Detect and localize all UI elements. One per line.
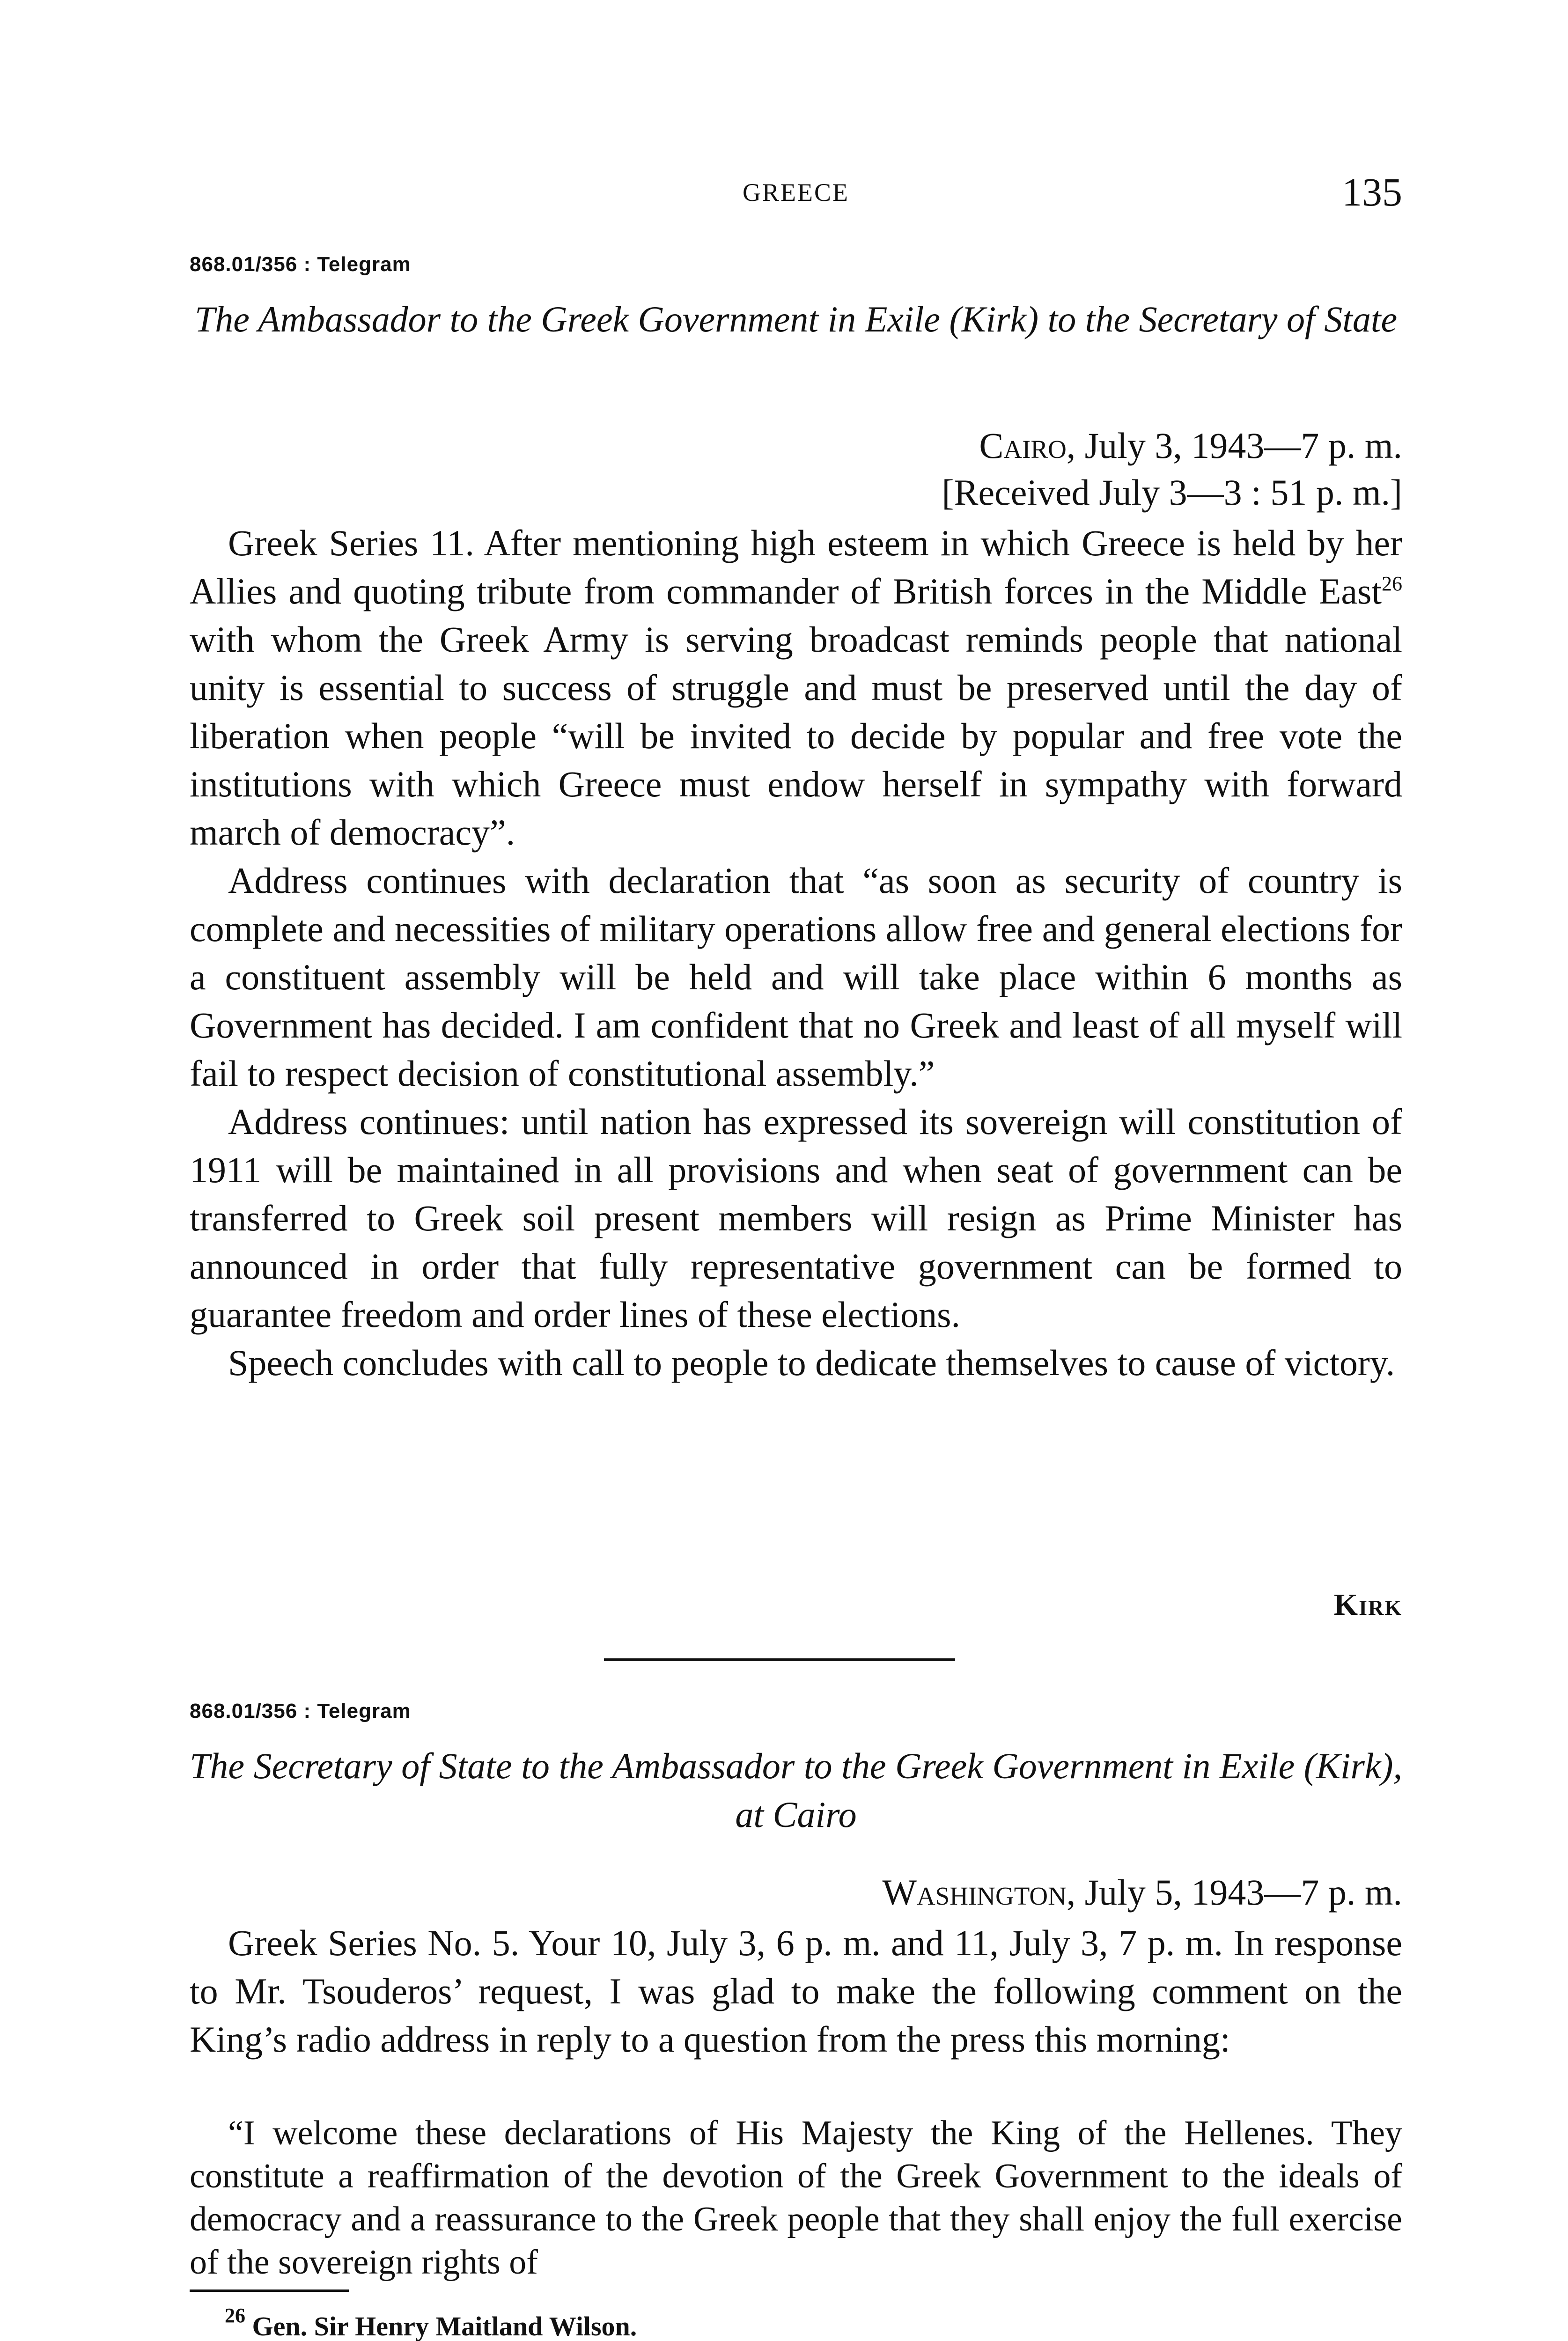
doc1-paragraph-1-post: with whom the Greek Army is serving broadcast reminds people that national unity is essential to success of struggle and must be preserved until the day of liberation when people “will be invited to decide by popular and free vote the institutions with which Greece must endow herself in sympathy with forward march of democracy”. bbox=[190, 619, 1402, 853]
page-number: 135 bbox=[1342, 169, 1402, 214]
doc2-dateline bbox=[882, 1868, 1402, 1917]
footnote-text: Gen. Sir Henry Maitland Wilson. bbox=[245, 2311, 637, 2341]
footnote-reference: 26 bbox=[1382, 572, 1402, 595]
doc2-quote-paragraph bbox=[190, 2112, 1402, 2284]
doc1-title: The Ambassador to the Greek Government in Exile (Kirk) to the Secretary of State bbox=[194, 299, 1398, 339]
doc1-paragraph-1-pre: Greek Series 11. After mentioning high esteem in which Greece is held by her Allies and quoting tribute from commander of British forces in the Middle East bbox=[190, 523, 1402, 611]
footnote-mark: 26 bbox=[225, 2304, 245, 2327]
doc1-paragraph-3-text: Address continues: until nation has expressed its sovereign will constitution of 1911 will be maintained in all provisions and when seat of government can be transferred to Greek soil present members will resign as Prime Minister has announced in order that fully representative government can be formed to guarantee freedom and order lines of these elections. bbox=[190, 1101, 1402, 1335]
doc1-signature: Kirk bbox=[1333, 1588, 1402, 1622]
doc2-paragraph-1-text: Greek Series No. 5. Your 10, July 3, 6 p. m. and 11, July 3, 7 p. m. In response to Mr. Tsouderos’ request, I was glad to make the following comment on the King’s radio address in reply to a question from the press this morning: bbox=[190, 1922, 1402, 2060]
section-separator bbox=[604, 1658, 955, 1661]
doc2-title: The Secretary of State to the Ambassador to the Greek Government in Exile (Kirk), at Cairo bbox=[190, 1745, 1402, 1835]
doc1-paragraph-3 bbox=[190, 1097, 1402, 1339]
doc1-paragraph-2-text: Address continues with declaration that “as soon as security of country is complete and necessities of military operations allow free and general elections for a constituent assembly will be held and will take place within 6 months as Government has decided. I am confident that no Greek and least of all myself will fail to respect decision of constitutional assembly.” bbox=[190, 860, 1402, 1094]
doc2-paragraph-1 bbox=[190, 1919, 1402, 2063]
doc1-dateline-time: , July 3, 1943—7 p. m. bbox=[1066, 425, 1402, 466]
doc1-paragraph-1 bbox=[190, 519, 1402, 856]
doc2-dateline-time: , July 5, 1943—7 p. m. bbox=[1066, 1872, 1402, 1913]
footnote bbox=[225, 2304, 637, 2341]
doc1-dateline bbox=[979, 421, 1402, 470]
footnote-rule bbox=[190, 2289, 349, 2292]
doc1-body bbox=[190, 519, 1402, 1387]
doc2-quote bbox=[190, 2112, 1402, 2284]
doc1-file-ref: 868.01/356 : Telegram bbox=[190, 253, 411, 276]
doc1-dateline-place: Cairo bbox=[979, 425, 1067, 466]
doc1-paragraph-4 bbox=[190, 1339, 1402, 1387]
doc2-dateline-place: Washington bbox=[882, 1872, 1067, 1913]
doc2-body bbox=[190, 1919, 1402, 2063]
doc1-received: [Received July 3—3 : 51 p. m.] bbox=[942, 472, 1402, 513]
doc2-file-ref: 868.01/356 : Telegram bbox=[190, 1700, 411, 1723]
doc2-quote-text: “I welcome these declarations of His Majesty the King of the Hellenes. They constitute a reaffirmation of the devotion of the Greek Government to the ideals of democracy and a reassurance to the Greek people that they shall enjoy the full exercise of the sovereign rights of bbox=[190, 2114, 1402, 2282]
running-title: GREECE bbox=[743, 178, 849, 206]
doc1-paragraph-2 bbox=[190, 856, 1402, 1097]
running-head bbox=[190, 169, 1402, 215]
doc1-paragraph-4-text: Speech concludes with call to people to dedicate themselves to cause of victory. bbox=[228, 1342, 1395, 1383]
